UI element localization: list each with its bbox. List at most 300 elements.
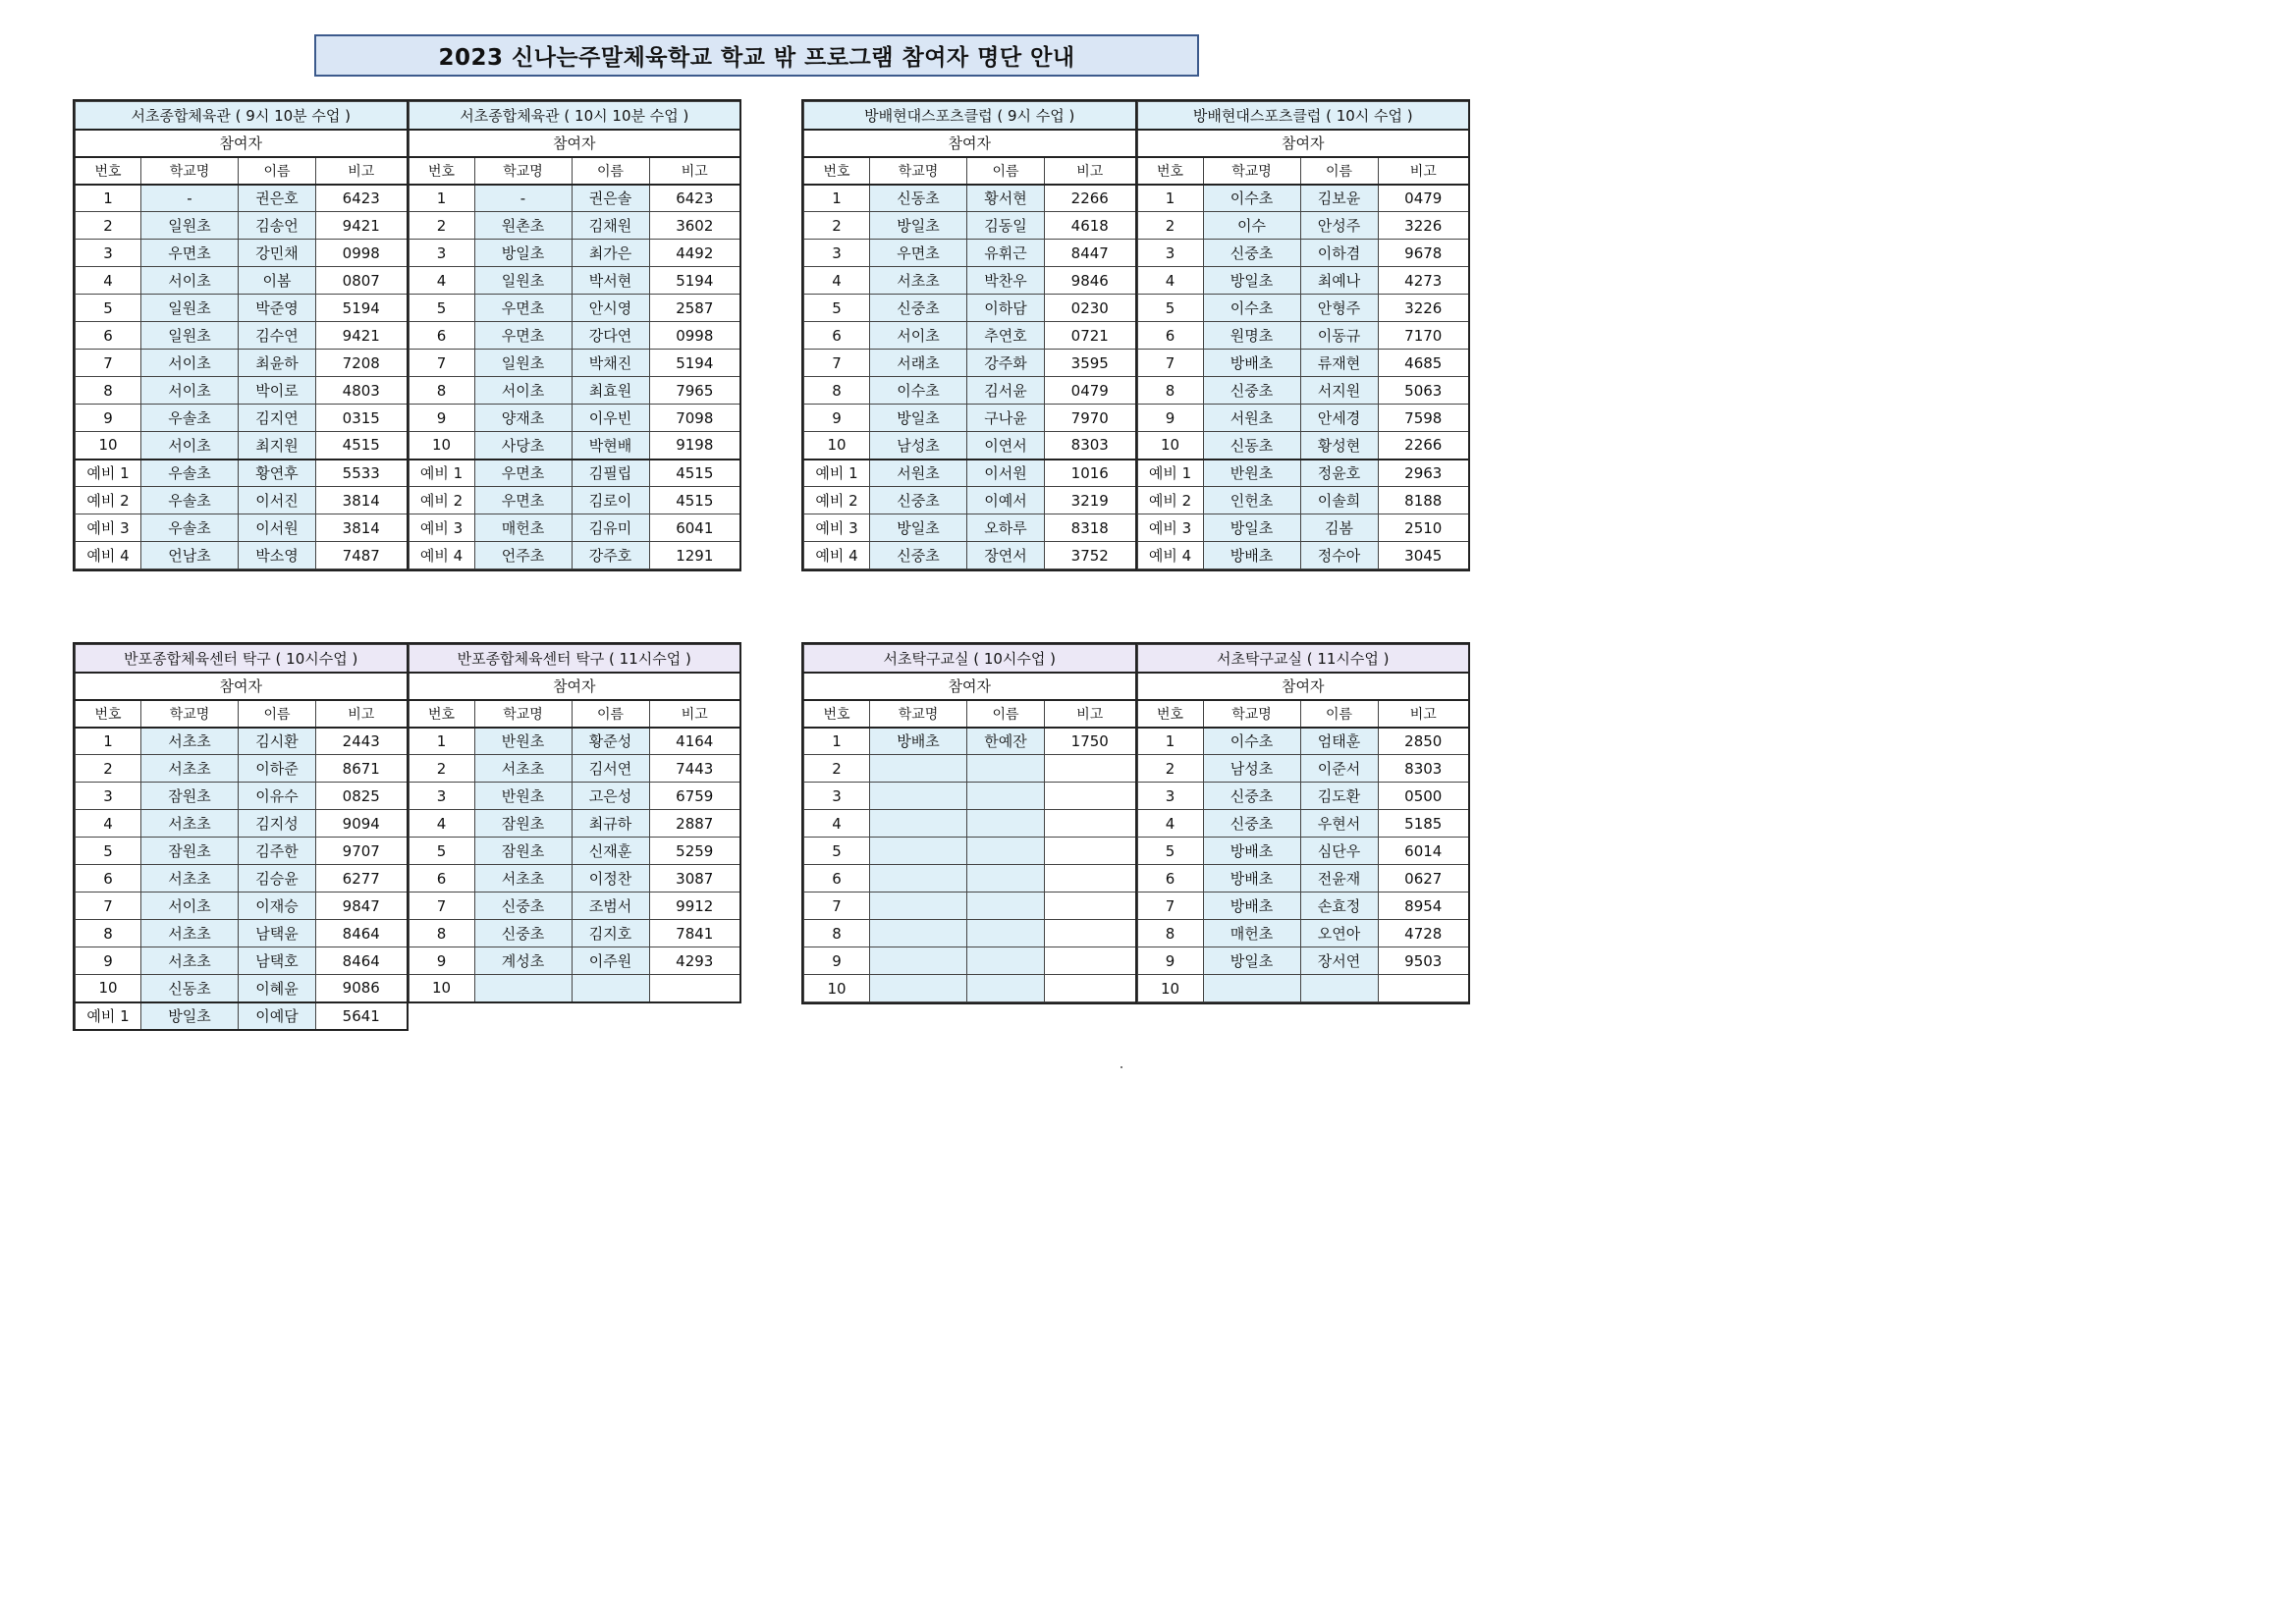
cell-name: 권은호 xyxy=(239,185,316,212)
cell-no: 7 xyxy=(76,350,141,377)
table-row xyxy=(804,865,1136,893)
cell-name: 이우빈 xyxy=(572,405,649,432)
cell-note: 8671 xyxy=(316,755,408,783)
cell-no: 5 xyxy=(804,295,870,322)
col-header-school: 학교명 xyxy=(1203,157,1300,185)
cell-no: 6 xyxy=(76,865,141,893)
table-row xyxy=(804,975,1136,1002)
cell-note: 0479 xyxy=(1378,185,1469,212)
cell-note: 8303 xyxy=(1378,755,1469,783)
cell-no: 9 xyxy=(409,947,474,975)
cell-school: 서초초 xyxy=(141,865,239,893)
table-row xyxy=(804,838,1136,865)
participants-label: 참여자 xyxy=(1137,130,1469,157)
cell-no: 6 xyxy=(76,322,141,350)
cell-note: 3226 xyxy=(1378,212,1469,240)
cell-name xyxy=(967,920,1045,947)
cell-note: 9421 xyxy=(316,322,408,350)
cell-note: 2587 xyxy=(649,295,740,322)
cell-name: 최가은 xyxy=(572,240,649,267)
participants-label: 참여자 xyxy=(804,673,1136,700)
cell-school: 신중초 xyxy=(870,487,967,514)
cell-no: 예비 4 xyxy=(804,542,870,569)
cell-no: 7 xyxy=(409,350,474,377)
cell-no: 8 xyxy=(1137,377,1203,405)
cell-no: 7 xyxy=(804,350,870,377)
cell-name: 강주화 xyxy=(967,350,1045,377)
table-row xyxy=(804,810,1136,838)
table-row xyxy=(409,920,740,947)
cell-note: 4685 xyxy=(1378,350,1469,377)
cell-name: 남택호 xyxy=(239,947,316,975)
col-header-no: 번호 xyxy=(804,700,870,728)
cell-name: 박서현 xyxy=(572,267,649,295)
cell-no: 6 xyxy=(1137,322,1203,350)
cell-no: 8 xyxy=(76,920,141,947)
table-row xyxy=(76,947,408,975)
table-group-seocho-gym xyxy=(73,99,741,571)
cell-note xyxy=(1045,893,1136,920)
cell-no: 9 xyxy=(804,405,870,432)
cell-name xyxy=(1300,975,1378,1002)
table-row xyxy=(1137,185,1469,212)
table-row xyxy=(409,783,740,810)
cell-name: 김송언 xyxy=(239,212,316,240)
cell-name: 최예나 xyxy=(1300,267,1378,295)
cell-name: 안형주 xyxy=(1300,295,1378,322)
cell-school: 서초초 xyxy=(141,920,239,947)
reserve-row xyxy=(76,542,408,569)
cell-name: 안성주 xyxy=(1300,212,1378,240)
table-row xyxy=(1137,920,1469,947)
cell-name: 이서원 xyxy=(967,460,1045,487)
cell-name: 황성현 xyxy=(1300,432,1378,460)
cell-no: 2 xyxy=(804,212,870,240)
cell-note: 8464 xyxy=(316,947,408,975)
cell-note: 6014 xyxy=(1378,838,1469,865)
cell-no: 9 xyxy=(804,947,870,975)
cell-school: 언주초 xyxy=(474,542,572,569)
cell-no: 6 xyxy=(804,322,870,350)
cell-name: 이서원 xyxy=(239,514,316,542)
cell-no: 7 xyxy=(1137,350,1203,377)
cell-note: 0998 xyxy=(649,322,740,350)
cell-name: 강주호 xyxy=(572,542,649,569)
table-row xyxy=(409,865,740,893)
table-row xyxy=(409,240,740,267)
cell-note: 0807 xyxy=(316,267,408,295)
cell-school: 우솔초 xyxy=(141,405,239,432)
cell-no: 2 xyxy=(409,212,474,240)
table-row xyxy=(409,975,740,1002)
col-header-name: 이름 xyxy=(572,157,649,185)
col-header-note: 비고 xyxy=(1378,700,1469,728)
cell-school: 신중초 xyxy=(1203,240,1300,267)
cell-no: 예비 3 xyxy=(76,514,141,542)
roster-table xyxy=(803,644,1137,1002)
cell-no: 2 xyxy=(76,755,141,783)
cell-no: 3 xyxy=(76,783,141,810)
table-row xyxy=(76,267,408,295)
cell-note: 2887 xyxy=(649,810,740,838)
cell-name: 김봄 xyxy=(1300,514,1378,542)
cell-name: 김시환 xyxy=(239,728,316,755)
participants-label: 참여자 xyxy=(1137,673,1469,700)
cell-school: 반원초 xyxy=(474,728,572,755)
col-header-note: 비고 xyxy=(1378,157,1469,185)
table-row xyxy=(76,295,408,322)
cell-name: 박현배 xyxy=(572,432,649,460)
cell-note xyxy=(1045,810,1136,838)
col-header-name: 이름 xyxy=(967,700,1045,728)
cell-note: 3814 xyxy=(316,514,408,542)
cell-name: 조범서 xyxy=(572,893,649,920)
cell-school: 방일초 xyxy=(474,240,572,267)
cell-note: 9678 xyxy=(1378,240,1469,267)
cell-note: 5533 xyxy=(316,460,408,487)
cell-note xyxy=(1045,947,1136,975)
cell-no: 5 xyxy=(76,838,141,865)
cell-no: 3 xyxy=(1137,783,1203,810)
col-header-school: 학교명 xyxy=(141,157,239,185)
table-row xyxy=(1137,838,1469,865)
table-row xyxy=(409,432,740,460)
cell-school: 잠원초 xyxy=(474,810,572,838)
cell-school: 서이초 xyxy=(141,432,239,460)
cell-note: 5185 xyxy=(1378,810,1469,838)
cell-school: 서이초 xyxy=(870,322,967,350)
cell-note: 4728 xyxy=(1378,920,1469,947)
cell-school: 방일초 xyxy=(870,212,967,240)
col-header-school: 학교명 xyxy=(870,157,967,185)
cell-school: 서이초 xyxy=(141,893,239,920)
cell-no: 예비 3 xyxy=(804,514,870,542)
cell-note: 2266 xyxy=(1378,432,1469,460)
cell-no: 예비 1 xyxy=(804,460,870,487)
cell-school xyxy=(870,893,967,920)
reserve-row xyxy=(1137,460,1469,487)
cell-name xyxy=(967,755,1045,783)
cell-note xyxy=(1045,920,1136,947)
cell-school: 방배초 xyxy=(1203,542,1300,569)
cell-note: 7443 xyxy=(649,755,740,783)
cell-no: 4 xyxy=(76,267,141,295)
table-row xyxy=(409,185,740,212)
table-row xyxy=(76,240,408,267)
cell-no: 예비 3 xyxy=(409,514,474,542)
cell-note: 7098 xyxy=(649,405,740,432)
cell-no: 2 xyxy=(76,212,141,240)
reserve-row xyxy=(76,487,408,514)
cell-school: 우솔초 xyxy=(141,514,239,542)
cell-name xyxy=(967,893,1045,920)
table-row xyxy=(804,322,1136,350)
page-title: 2023 신나는주말체육학교 학교 밖 프로그램 참여자 명단 안내 xyxy=(314,34,1199,77)
cell-name: 이정찬 xyxy=(572,865,649,893)
cell-note: 5194 xyxy=(316,295,408,322)
cell-name: 한예잔 xyxy=(967,728,1045,755)
cell-name: 황서현 xyxy=(967,185,1045,212)
cell-note: 8188 xyxy=(1378,487,1469,514)
table-row xyxy=(76,920,408,947)
cell-no: 10 xyxy=(409,432,474,460)
cell-name: 엄태훈 xyxy=(1300,728,1378,755)
col-header-no: 번호 xyxy=(1137,157,1203,185)
table-row xyxy=(804,377,1136,405)
cell-school: 반원초 xyxy=(474,783,572,810)
cell-note: 4293 xyxy=(649,947,740,975)
cell-name: 황연후 xyxy=(239,460,316,487)
cell-name: 강다연 xyxy=(572,322,649,350)
cell-note: 8464 xyxy=(316,920,408,947)
cell-school: 매헌초 xyxy=(1203,920,1300,947)
col-header-no: 번호 xyxy=(804,157,870,185)
cell-note xyxy=(649,975,740,1002)
cell-note: 0500 xyxy=(1378,783,1469,810)
cell-note: 8954 xyxy=(1378,893,1469,920)
cell-note: 3814 xyxy=(316,487,408,514)
cell-name: 김서연 xyxy=(572,755,649,783)
cell-no: 예비 2 xyxy=(1137,487,1203,514)
scan-speck xyxy=(1121,1066,1122,1068)
cell-name: 이예서 xyxy=(967,487,1045,514)
cell-note: 9421 xyxy=(316,212,408,240)
table-row xyxy=(76,783,408,810)
cell-note: 5063 xyxy=(1378,377,1469,405)
cell-no: 5 xyxy=(1137,295,1203,322)
cell-school: 원명초 xyxy=(1203,322,1300,350)
cell-no: 예비 1 xyxy=(76,460,141,487)
cell-name: 박소영 xyxy=(239,542,316,569)
roster-table xyxy=(1137,101,1471,569)
table-row xyxy=(409,350,740,377)
table-heading: 서초종합체육관 ( 10시 10분 수업 ) xyxy=(409,102,740,130)
cell-no: 4 xyxy=(1137,810,1203,838)
cell-no: 9 xyxy=(1137,405,1203,432)
cell-note: 9846 xyxy=(1045,267,1136,295)
cell-note: 9086 xyxy=(316,975,408,1002)
cell-note: 4803 xyxy=(316,377,408,405)
table-row xyxy=(1137,947,1469,975)
table-row xyxy=(76,212,408,240)
cell-no: 2 xyxy=(1137,212,1203,240)
cell-no: 예비 1 xyxy=(409,460,474,487)
table-row xyxy=(76,350,408,377)
col-header-school: 학교명 xyxy=(141,700,239,728)
cell-name xyxy=(967,838,1045,865)
table-row xyxy=(804,920,1136,947)
table-row xyxy=(1137,405,1469,432)
cell-no: 10 xyxy=(76,432,141,460)
cell-note: 7965 xyxy=(649,377,740,405)
table-row xyxy=(1137,783,1469,810)
cell-note: 1016 xyxy=(1045,460,1136,487)
cell-note: 6759 xyxy=(649,783,740,810)
col-header-name: 이름 xyxy=(1300,157,1378,185)
cell-school: 신중초 xyxy=(474,893,572,920)
cell-school: 이수초 xyxy=(1203,185,1300,212)
cell-name: 이혜윤 xyxy=(239,975,316,1002)
table-row xyxy=(1137,322,1469,350)
cell-note: 2266 xyxy=(1045,185,1136,212)
cell-note: 4164 xyxy=(649,728,740,755)
cell-name: 김주한 xyxy=(239,838,316,865)
col-header-no: 번호 xyxy=(76,700,141,728)
cell-school: 방일초 xyxy=(141,1002,239,1030)
cell-note: 9503 xyxy=(1378,947,1469,975)
cell-note: 1750 xyxy=(1045,728,1136,755)
cell-school xyxy=(870,810,967,838)
cell-name: 오하루 xyxy=(967,514,1045,542)
cell-note: 3752 xyxy=(1045,542,1136,569)
cell-school: - xyxy=(474,185,572,212)
cell-name: 이솔희 xyxy=(1300,487,1378,514)
table-heading: 방배현대스포츠클럽 ( 10시 수업 ) xyxy=(1137,102,1469,130)
cell-name: 손효정 xyxy=(1300,893,1378,920)
cell-name: 유휘근 xyxy=(967,240,1045,267)
table-row xyxy=(1137,377,1469,405)
cell-name xyxy=(967,783,1045,810)
cell-name: 이하겸 xyxy=(1300,240,1378,267)
table-row xyxy=(1137,240,1469,267)
cell-name: 추연호 xyxy=(967,322,1045,350)
table-row xyxy=(409,405,740,432)
table-row xyxy=(804,893,1136,920)
cell-note: 0479 xyxy=(1045,377,1136,405)
cell-no: 3 xyxy=(409,240,474,267)
table-row xyxy=(409,295,740,322)
table-row xyxy=(1137,893,1469,920)
cell-note: 9912 xyxy=(649,893,740,920)
table-row xyxy=(1137,350,1469,377)
cell-school: 우면초 xyxy=(474,322,572,350)
cell-note xyxy=(1378,975,1469,1002)
cell-school: 일원초 xyxy=(141,322,239,350)
table-row xyxy=(1137,865,1469,893)
cell-school: 신동초 xyxy=(870,185,967,212)
cell-no: 5 xyxy=(76,295,141,322)
cell-school xyxy=(870,783,967,810)
cell-note: 9707 xyxy=(316,838,408,865)
col-header-note: 비고 xyxy=(316,157,408,185)
cell-name: 강민채 xyxy=(239,240,316,267)
cell-note: 3226 xyxy=(1378,295,1469,322)
cell-school: 방일초 xyxy=(870,514,967,542)
table-row xyxy=(76,838,408,865)
cell-name: 안세경 xyxy=(1300,405,1378,432)
table-row xyxy=(1137,432,1469,460)
col-header-note: 비고 xyxy=(1045,700,1136,728)
cell-name: 남택윤 xyxy=(239,920,316,947)
cell-name: 류재현 xyxy=(1300,350,1378,377)
cell-no: 8 xyxy=(409,377,474,405)
col-header-no: 번호 xyxy=(1137,700,1203,728)
table-row xyxy=(1137,295,1469,322)
col-header-school: 학교명 xyxy=(474,700,572,728)
reserve-row xyxy=(804,542,1136,569)
cell-no: 5 xyxy=(409,295,474,322)
table-heading: 반포종합체육센터 탁구 ( 10시수업 ) xyxy=(76,645,408,673)
cell-no: 9 xyxy=(76,405,141,432)
cell-school: 서이초 xyxy=(141,350,239,377)
cell-school xyxy=(870,755,967,783)
cell-name: 장서연 xyxy=(1300,947,1378,975)
cell-name xyxy=(967,810,1045,838)
cell-name: 박찬우 xyxy=(967,267,1045,295)
col-header-school: 학교명 xyxy=(474,157,572,185)
table-row xyxy=(409,838,740,865)
cell-note: 4515 xyxy=(316,432,408,460)
cell-school: 서원초 xyxy=(1203,405,1300,432)
cell-no: 4 xyxy=(76,810,141,838)
cell-school: - xyxy=(141,185,239,212)
roster-table xyxy=(75,644,409,1031)
cell-school: 신중초 xyxy=(870,295,967,322)
cell-school: 서초초 xyxy=(474,755,572,783)
table-row xyxy=(76,865,408,893)
cell-no: 3 xyxy=(804,240,870,267)
table-heading: 서초탁구교실 ( 10시수업 ) xyxy=(804,645,1136,673)
table-row xyxy=(1137,975,1469,1002)
cell-note xyxy=(1045,783,1136,810)
table-row xyxy=(76,405,408,432)
cell-school: 우솔초 xyxy=(141,487,239,514)
cell-school: 서초초 xyxy=(870,267,967,295)
cell-school: 서원초 xyxy=(870,460,967,487)
reserve-row xyxy=(409,487,740,514)
cell-note: 6423 xyxy=(316,185,408,212)
roster-table xyxy=(409,644,742,1003)
table-row xyxy=(76,975,408,1002)
col-header-note: 비고 xyxy=(649,157,740,185)
col-header-school: 학교명 xyxy=(870,700,967,728)
cell-school: 서초초 xyxy=(474,865,572,893)
cell-name: 김지연 xyxy=(239,405,316,432)
cell-no: 7 xyxy=(409,893,474,920)
cell-note: 3219 xyxy=(1045,487,1136,514)
cell-no: 1 xyxy=(76,185,141,212)
cell-no: 예비 4 xyxy=(76,542,141,569)
roster-table xyxy=(1137,644,1471,1002)
cell-name: 김동일 xyxy=(967,212,1045,240)
table-row xyxy=(76,893,408,920)
cell-name: 김보윤 xyxy=(1300,185,1378,212)
cell-no: 예비 2 xyxy=(804,487,870,514)
table-row xyxy=(76,432,408,460)
table-row xyxy=(1137,212,1469,240)
cell-note: 7208 xyxy=(316,350,408,377)
cell-no: 4 xyxy=(1137,267,1203,295)
cell-no: 1 xyxy=(804,185,870,212)
col-header-name: 이름 xyxy=(239,157,316,185)
cell-note: 4515 xyxy=(649,460,740,487)
cell-school: 남성초 xyxy=(870,432,967,460)
col-header-note: 비고 xyxy=(316,700,408,728)
roster-table xyxy=(803,101,1137,569)
cell-no: 1 xyxy=(409,728,474,755)
col-header-no: 번호 xyxy=(409,157,474,185)
cell-name: 정윤호 xyxy=(1300,460,1378,487)
cell-no: 5 xyxy=(1137,838,1203,865)
col-header-no: 번호 xyxy=(409,700,474,728)
cell-no: 3 xyxy=(409,783,474,810)
reserve-row xyxy=(804,460,1136,487)
cell-note: 3045 xyxy=(1378,542,1469,569)
cell-note: 0230 xyxy=(1045,295,1136,322)
cell-note: 5259 xyxy=(649,838,740,865)
cell-no: 4 xyxy=(409,810,474,838)
cell-name: 김지성 xyxy=(239,810,316,838)
